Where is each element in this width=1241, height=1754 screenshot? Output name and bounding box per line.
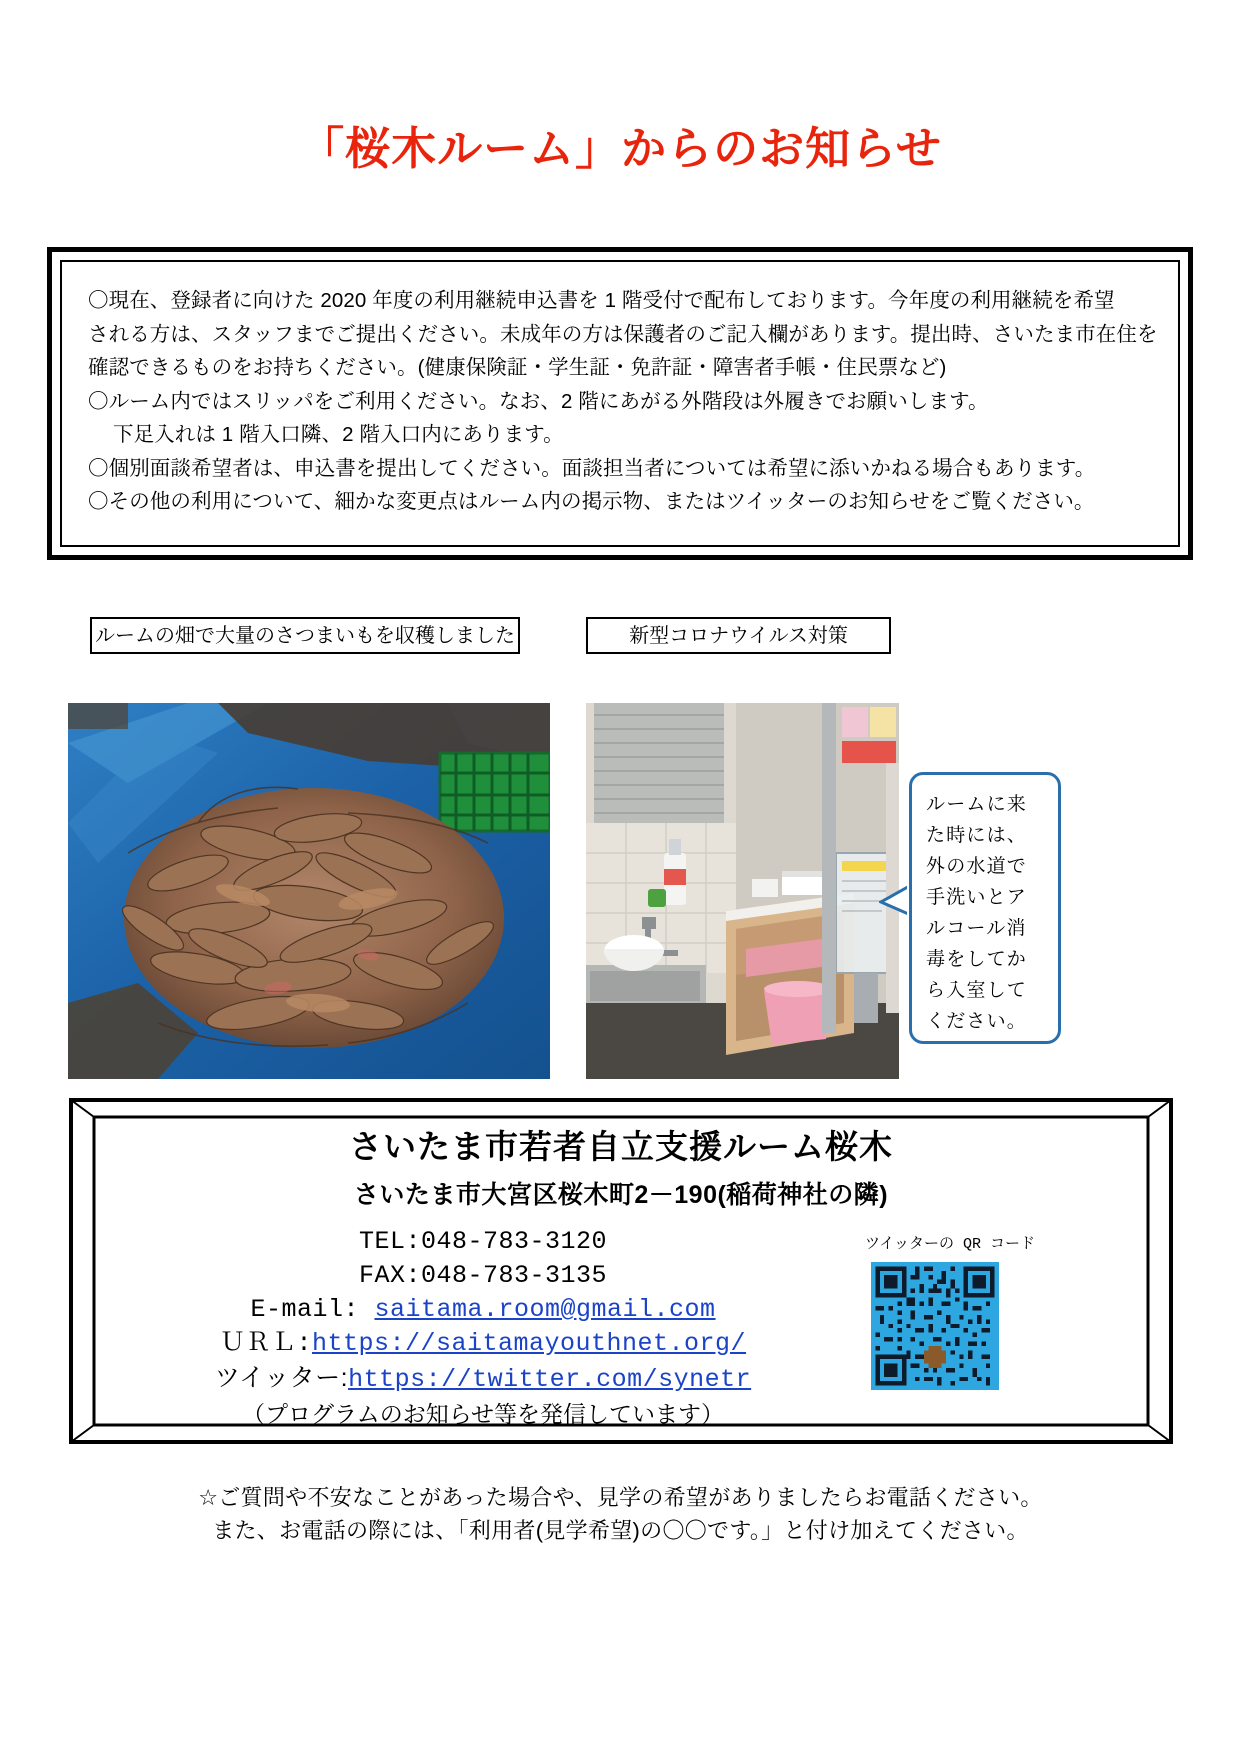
fax-line: FAX:048-783-3135 [358,1261,608,1290]
contact-info-box [68,1097,1174,1445]
url-label: ＵＲＬ: [219,1329,312,1358]
photo-sweet-potato-harvest [68,703,550,1079]
footer-line-2: また、お電話の際には、「利用者(見学希望)の〇〇です。」と付け加えてください。 [212,1518,1029,1543]
footer-note [0,1481,1241,1547]
twitter-url[interactable]: https://twitter.com/synetr [348,1365,752,1394]
organization-name: さいたま市若者自立支援ルーム桜木 [349,1128,893,1165]
program-note: （プログラムのお知らせ等を発信しています） [241,1401,725,1427]
notice-line: 〇個別面談希望者は、申込書を提出してください。面談担当者については希望に添いかねる場合もあります。 [88,456,1096,480]
notice-box [47,247,1193,560]
caption-covid-measures: 新型コロナウイルス対策 [586,617,891,654]
footer-line-1: ☆ご質問や不安なことがあった場合や、見学の希望がありましたらお電話ください。 [198,1485,1043,1510]
speech-bubble-handwash [909,772,1061,1044]
contact-heading-group [68,1125,1174,1215]
notice-line: 下足入れは 1 階入口隣、2 階入口内にあります。 [113,423,564,446]
speech-bubble-text: ルームに来た時には、外の水道で手洗いとアルコール消毒をしてから入室してください。 [926,794,1028,1032]
notice-line: 〇その他の利用について、細かな変更点はルーム内の掲示物、またはツイッターのお知らせをご覧ください。 [88,490,1095,513]
page-title: 「桜木ルーム」からのお知らせ [299,123,942,174]
notice-line: 確認できるものをお持ちください。(健康保険証・学生証・免許証・障害者手帳・住民票など) [88,356,947,379]
contact-details [68,1225,898,1431]
email-label: E-mail: [250,1295,359,1324]
tel-line: TEL:048-783-3120 [358,1227,608,1256]
notice-line: 〇ルーム内ではスリッパをご利用ください。なお、2 階にあがる外階段は外履きでお願いします。 [88,389,989,413]
email-line [68,1293,898,1327]
speech-bubble-tail [879,880,913,920]
url-line [68,1327,898,1361]
notice-line: 〇現在、登録者に向けた 2020 年度の利用継続申込書を 1 階受付で配布しております。今年度の利用継続を希望 [88,289,1115,312]
website-url[interactable]: https://saitamayouthnet.org/ [311,1329,747,1358]
organization-address: さいたま市大宮区桜木町2－190(稲荷神社の隣) [353,1181,889,1209]
notice-line: される方は、スタッフまでご提出ください。未成年の方は保護者のご記入欄があります。提出時、さいたま市在住を [88,322,1158,346]
photo-covid-sanitizer-station [586,703,899,1079]
twitter-qr-code[interactable] [871,1262,999,1390]
twitter-label: ツイッター: [214,1364,349,1392]
twitter-line [68,1361,898,1397]
email-address[interactable]: saitama.room@gmail.com [374,1295,716,1324]
notice-box-inner [60,260,1180,547]
qr-code-label: ツイッターの QR コード [865,1236,1035,1253]
caption-potato-harvest: ルームの畑で大量のさつまいもを収穫しました [90,617,520,654]
